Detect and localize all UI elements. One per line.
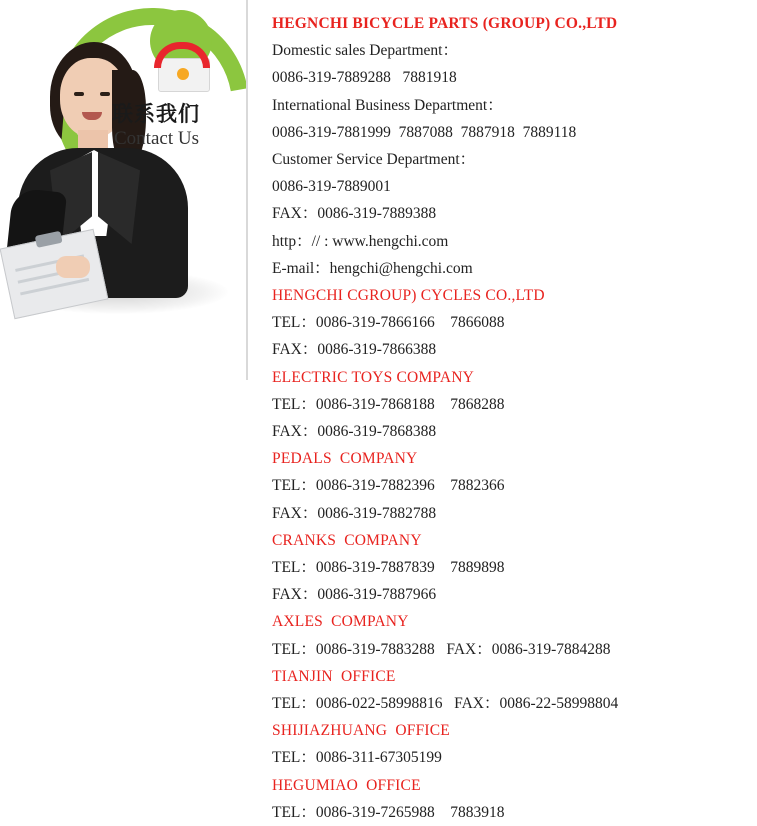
- international-numbers: 0086-319-7881999 7887088 7887918 7889118: [272, 123, 577, 141]
- cranks-heading: CRANKS COMPANY: [272, 531, 422, 549]
- telephone-icon: [150, 38, 216, 92]
- telephone-handset: [154, 42, 210, 68]
- international-label: International Business Department：: [272, 96, 503, 114]
- cycles-tel: TEL：0086-319-7866166 7866088: [272, 314, 505, 332]
- electric-toys-tel: TEL：0086-319-7868188 7868288: [272, 395, 505, 413]
- company-title: HEGNCHI BICYCLE PARTS (GROUP) CO.,LTD: [272, 15, 618, 32]
- website: http：// : www.hengchi.com: [272, 232, 449, 250]
- fax-main: FAX：0086-319-7889388: [272, 205, 437, 223]
- contact-line-list: [272, 37, 742, 826]
- tianjin-tel-fax: TEL：0086-022-58998816 FAX：0086-22-58998804: [272, 695, 619, 713]
- electric-toys-heading: ELECTRIC TOYS COMPANY: [272, 368, 475, 386]
- cranks-fax: FAX：0086-319-7887966: [272, 586, 437, 604]
- cycles-heading: HENGCHI CGROUP) CYCLES CO.,LTD: [272, 287, 545, 305]
- tianjin-office-heading: TIANJIN OFFICE: [272, 667, 396, 685]
- pedals-tel: TEL：0086-319-7882396 7882366: [272, 477, 505, 495]
- email: E-mail：hengchi@hengchi.com: [272, 259, 473, 277]
- caption-english: Contact Us: [114, 128, 199, 149]
- person-hand: [56, 256, 90, 278]
- shijiazhuang-office-heading: SHIJIAZHUANG OFFICE: [272, 722, 450, 740]
- domestic-numbers: 0086-319-7889288 7881918: [272, 69, 457, 87]
- person-eye-right: [100, 92, 110, 96]
- axles-tel-fax: TEL：0086-319-7883288 FAX：0086-319-7884288: [272, 640, 611, 658]
- vertical-divider: [246, 0, 248, 380]
- person-eye-left: [74, 92, 84, 96]
- customer-service-number: 0086-319-7889001: [272, 178, 391, 196]
- illustration-panel: [0, 0, 248, 820]
- cycles-fax: FAX：0086-319-7866388: [272, 341, 437, 359]
- contact-details: [272, 10, 742, 826]
- telephone-dial-dot: [177, 68, 189, 80]
- hegumiao-tel: TEL：0086-319-7265988 7883918: [272, 803, 505, 821]
- cranks-tel: TEL：0086-319-7887839 7889898: [272, 559, 505, 577]
- pedals-fax: FAX：0086-319-7882788: [272, 504, 437, 522]
- axles-heading: AXLES COMPANY: [272, 613, 409, 631]
- shijiazhuang-tel: TEL：0086-311-67305199: [272, 749, 442, 767]
- electric-toys-fax: FAX：0086-319-7868388: [272, 423, 437, 441]
- pedals-heading: PEDALS COMPANY: [272, 450, 418, 468]
- customer-service-label: Customer Service Department：: [272, 151, 476, 169]
- domestic-label: Domestic sales Department：: [272, 42, 458, 60]
- hegumiao-office-heading: HEGUMIAO OFFICE: [272, 776, 421, 794]
- caption-chinese: 联系我们: [112, 102, 200, 126]
